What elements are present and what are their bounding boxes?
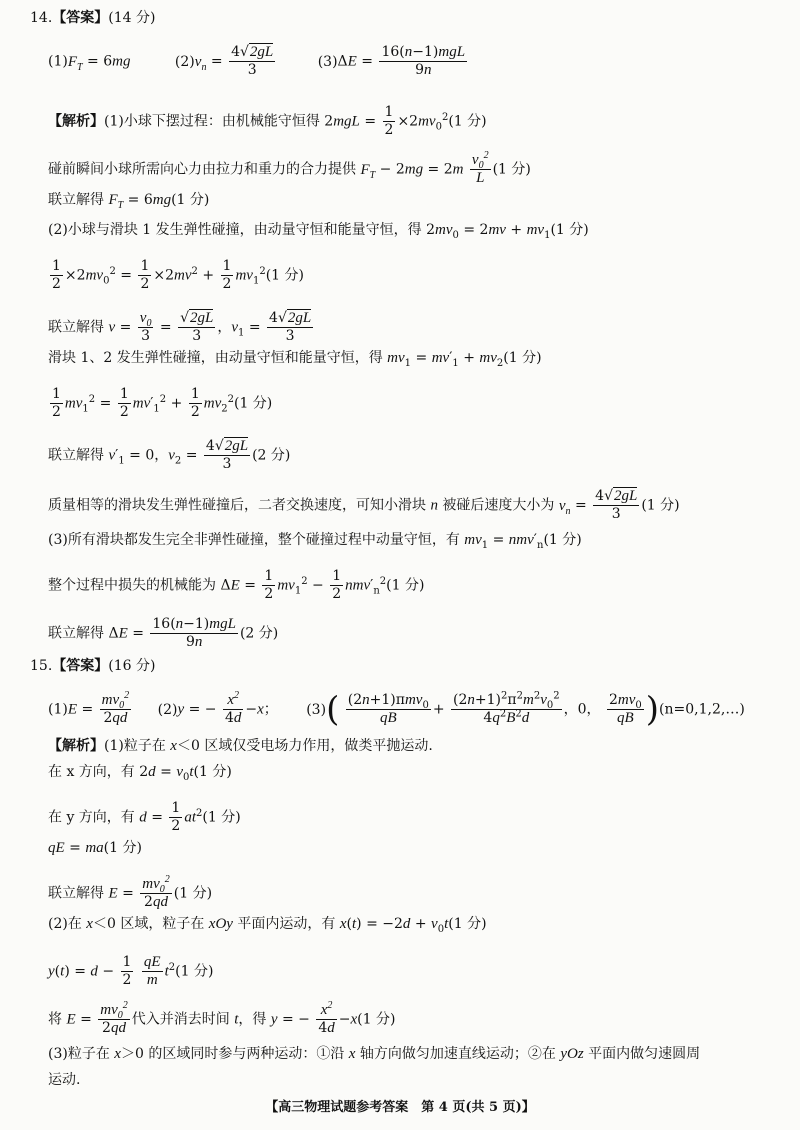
frac: $\frac{mv_0^2}{2qd}$ — [142, 874, 170, 910]
frac: $\frac{1}{2}$ — [122, 954, 132, 988]
q14-analysis-4: (2)小球与滑块 1 发生弹性碰撞，由动量守恒和能量守恒，得 $2mv_0 = 2mv + mv_1(1$ 分) — [48, 222, 589, 241]
q15-analysis-10: 运动. — [48, 1072, 81, 1088]
frac: $\frac{1}{2}$ — [222, 258, 232, 292]
q14-number: 14. — [30, 10, 53, 26]
frac: $\frac{2mv_0}{qB}$ — [608, 692, 642, 726]
q14-analysis-8: $\frac{1}{2}$ $mv_1^2$ = $\frac{1}{2}$ $mv'_1^2$ + $\frac{1}{2}$ $mv_2^2(1$ 分) — [52, 386, 273, 420]
q15-header — [30, 656, 155, 676]
frac: $\frac{1}{2}$ — [140, 258, 150, 292]
frac: $\frac{mv_0^2}{2qd}$ — [101, 690, 130, 726]
frac: $\frac{1}{2}$ — [264, 568, 274, 602]
q14-answer-line: $(1)F_T = 6mg$ $(2)v_n$ = $\frac{4√2gL}{3}$ (3)ΔE = $\frac{\text{16(n−1)mgL}}{9n}$ — [48, 44, 466, 78]
q15-analysis-7: y(t) = d − $\frac{1}{2}$ $\frac{qE}{m}$ $t^2(1$ 分) — [48, 954, 214, 988]
frac: $\frac{x^2}{4d}$ — [224, 690, 242, 726]
q15-answer-tag: 【答案】 — [52, 658, 109, 674]
frac: $\frac{1}{2}$ — [171, 800, 181, 834]
q14-analysis-2: 碰前瞬间小球所需向心力由拉力和重力的合力提供 $F_T - 2mg = 2m$ $\frac{v_0^2}{L}$ (1 分) — [48, 150, 531, 186]
q15-analysis-6: (2)在 x＜0 区域，粒子在 xOy 平面内运动，有 $x(t) = -2d + v_0t(1$ 分) — [48, 916, 487, 935]
frac: $\frac{√2gL}{3}$ — [180, 310, 214, 344]
q15-analysis-3: 在 y 方向，有 d = $\frac{1}{2}$ $at^2(1$ 分) — [48, 800, 241, 834]
q15-score: (16 分) — [108, 658, 156, 674]
frac: $\frac{v_0^2}{L}$ — [471, 150, 489, 186]
q15-analysis-4: qE = ma(1 分) — [48, 840, 142, 856]
frac: $\frac{1}{2}$ — [190, 386, 200, 420]
q14-analysis-9: 联立解得 $v'_1 = 0$，$v_2$ = $\frac{4√2gL}{3}$ (2 分) — [48, 438, 291, 472]
frac: $\frac{v_0}{3}$ — [139, 310, 152, 344]
q14-analysis-3: 联立解得 $F_T = 6mg(1$ 分) — [48, 192, 210, 211]
q15-analysis-9: (3)粒子在 x＞0 的区域同时参与两种运动：①沿 x 轴方向做匀加速直线运动；②在 yOz 平面内做匀速圆周 — [48, 1046, 701, 1062]
q14-analysis-10: 质量相等的滑块发生弹性碰撞后，二者交换速度，可知小滑块 n 被碰后速度大小为 $v_n$ = $\frac{4√2gL}{3}$ (1 分) — [48, 488, 680, 522]
q15-analysis-8: 将 E = $\frac{mv_0^2}{2qd}$ 代入并消去时间 t，得 y = − $\frac{x^2}{4d}$ −x(1 分) — [48, 1000, 396, 1036]
q15-analysis-5: 联立解得 E = $\frac{mv_0^2}{2qd}$ (1 分) — [48, 874, 213, 910]
frac: $\frac{1}{2}$ — [384, 104, 394, 138]
frac: $\frac{1}{2}$ — [52, 258, 61, 292]
frac: $\frac{(2n+1)\pi mv_0}{qB}$ — [347, 692, 429, 726]
frac: $\frac{qE}{m}$ — [143, 954, 161, 988]
q14-analysis-7: 滑块 1、2 发生弹性碰撞，由动量守恒和能量守恒，得 $mv_1 = mv'_1 + mv_2(1$ 分) — [48, 350, 542, 369]
q14-header — [30, 8, 155, 28]
q14-analysis-5: $\frac{1}{2}$ $\times 2mv_0^2$ = $\frac{1}{2}$ $\times 2mv^2$ + $\frac{1}{2}$ $mv_1^2(1$ 分) — [52, 258, 304, 292]
frac: $\frac{4√2gL}{3}$ — [595, 488, 638, 522]
q14-answer-tag: 【答案】 — [52, 10, 109, 26]
q14-analysis-12: 整个过程中损失的机械能为 ΔE = $\frac{1}{2}$ $mv_1^2$ − $\frac{1}{2}$ $nmv'_n^2(1$ 分) — [48, 568, 425, 602]
page-footer: 【高三物理试题参考答案 第 4 页(共 5 页)】 — [265, 1100, 535, 1115]
frac: $\frac{(2n+1)^2\pi^2m^2v_0^2}{4q^2B^2d}$ — [453, 690, 560, 726]
frac: $\frac{4√2gL}{3}$ — [269, 310, 312, 344]
q14-score: (14 分) — [108, 10, 156, 26]
frac: $\frac{1}{2}$ — [119, 386, 129, 420]
frac: $\frac{4√2gL}{3}$ — [231, 44, 274, 78]
q14-analysis-1: 【解析】(1)小球下摆过程：由机械能守恒得 2mgL = $\frac{1}{2}$ $\times 2mv_0^2(1$ 分) — [48, 104, 487, 138]
frac: $\frac{mv_0^2}{2qd}$ — [100, 1000, 128, 1036]
q15-answer-line: (1)E = $\frac{mv_0^2}{2qd}$ (2)y = − $\frac{x^2}{4d}$ −x； (3)( $\frac{(2n+1)\pi mv_0}{qB}$ + $\frac{(2n+1)^2\pi^2m^2v_0^2}{4q^2B^2d}$ ，0， $\frac{2mv_0}{qB}$ )(n=0,1,2,…) — [48, 689, 745, 730]
q15-analysis-2: 在 x 方向，有 $2d = v_0t(1$ 分) — [48, 764, 232, 783]
frac: $\frac{4√2gL}{3}$ — [205, 438, 249, 472]
frac: $\frac{1}{2}$ — [52, 386, 61, 420]
q14-analysis-11: (3)所有滑块都发生完全非弹性碰撞，整个碰撞过程中动量守恒，有 $mv_1 = nmv'_n(1$ 分) — [48, 532, 582, 551]
q14-analysis-13: 联立解得 ΔE = $\frac{\text{16(n−1)mgL}}{9n}$ (2 分) — [48, 616, 279, 650]
q14-analysis-6: 联立解得 v = $\frac{v_0}{3}$ = $\frac{√2gL}{3}$ ，$v_1$ = $\frac{4√2gL}{3}$ — [48, 310, 312, 344]
frac: $\frac{\text{16(n−1)mgL}}{9n}$ — [152, 616, 236, 650]
q15-number: 15. — [30, 658, 53, 674]
frac: $\frac{x^2}{4d}$ — [318, 1000, 335, 1036]
frac: $\frac{1}{2}$ — [332, 568, 342, 602]
q15-analysis-1: 【解析】(1)粒子在 x＜0 区域仅受电场力作用，做类平抛运动. — [48, 738, 433, 754]
frac: $\frac{\text{16(n−1)mgL}}{9n}$ — [381, 44, 466, 78]
